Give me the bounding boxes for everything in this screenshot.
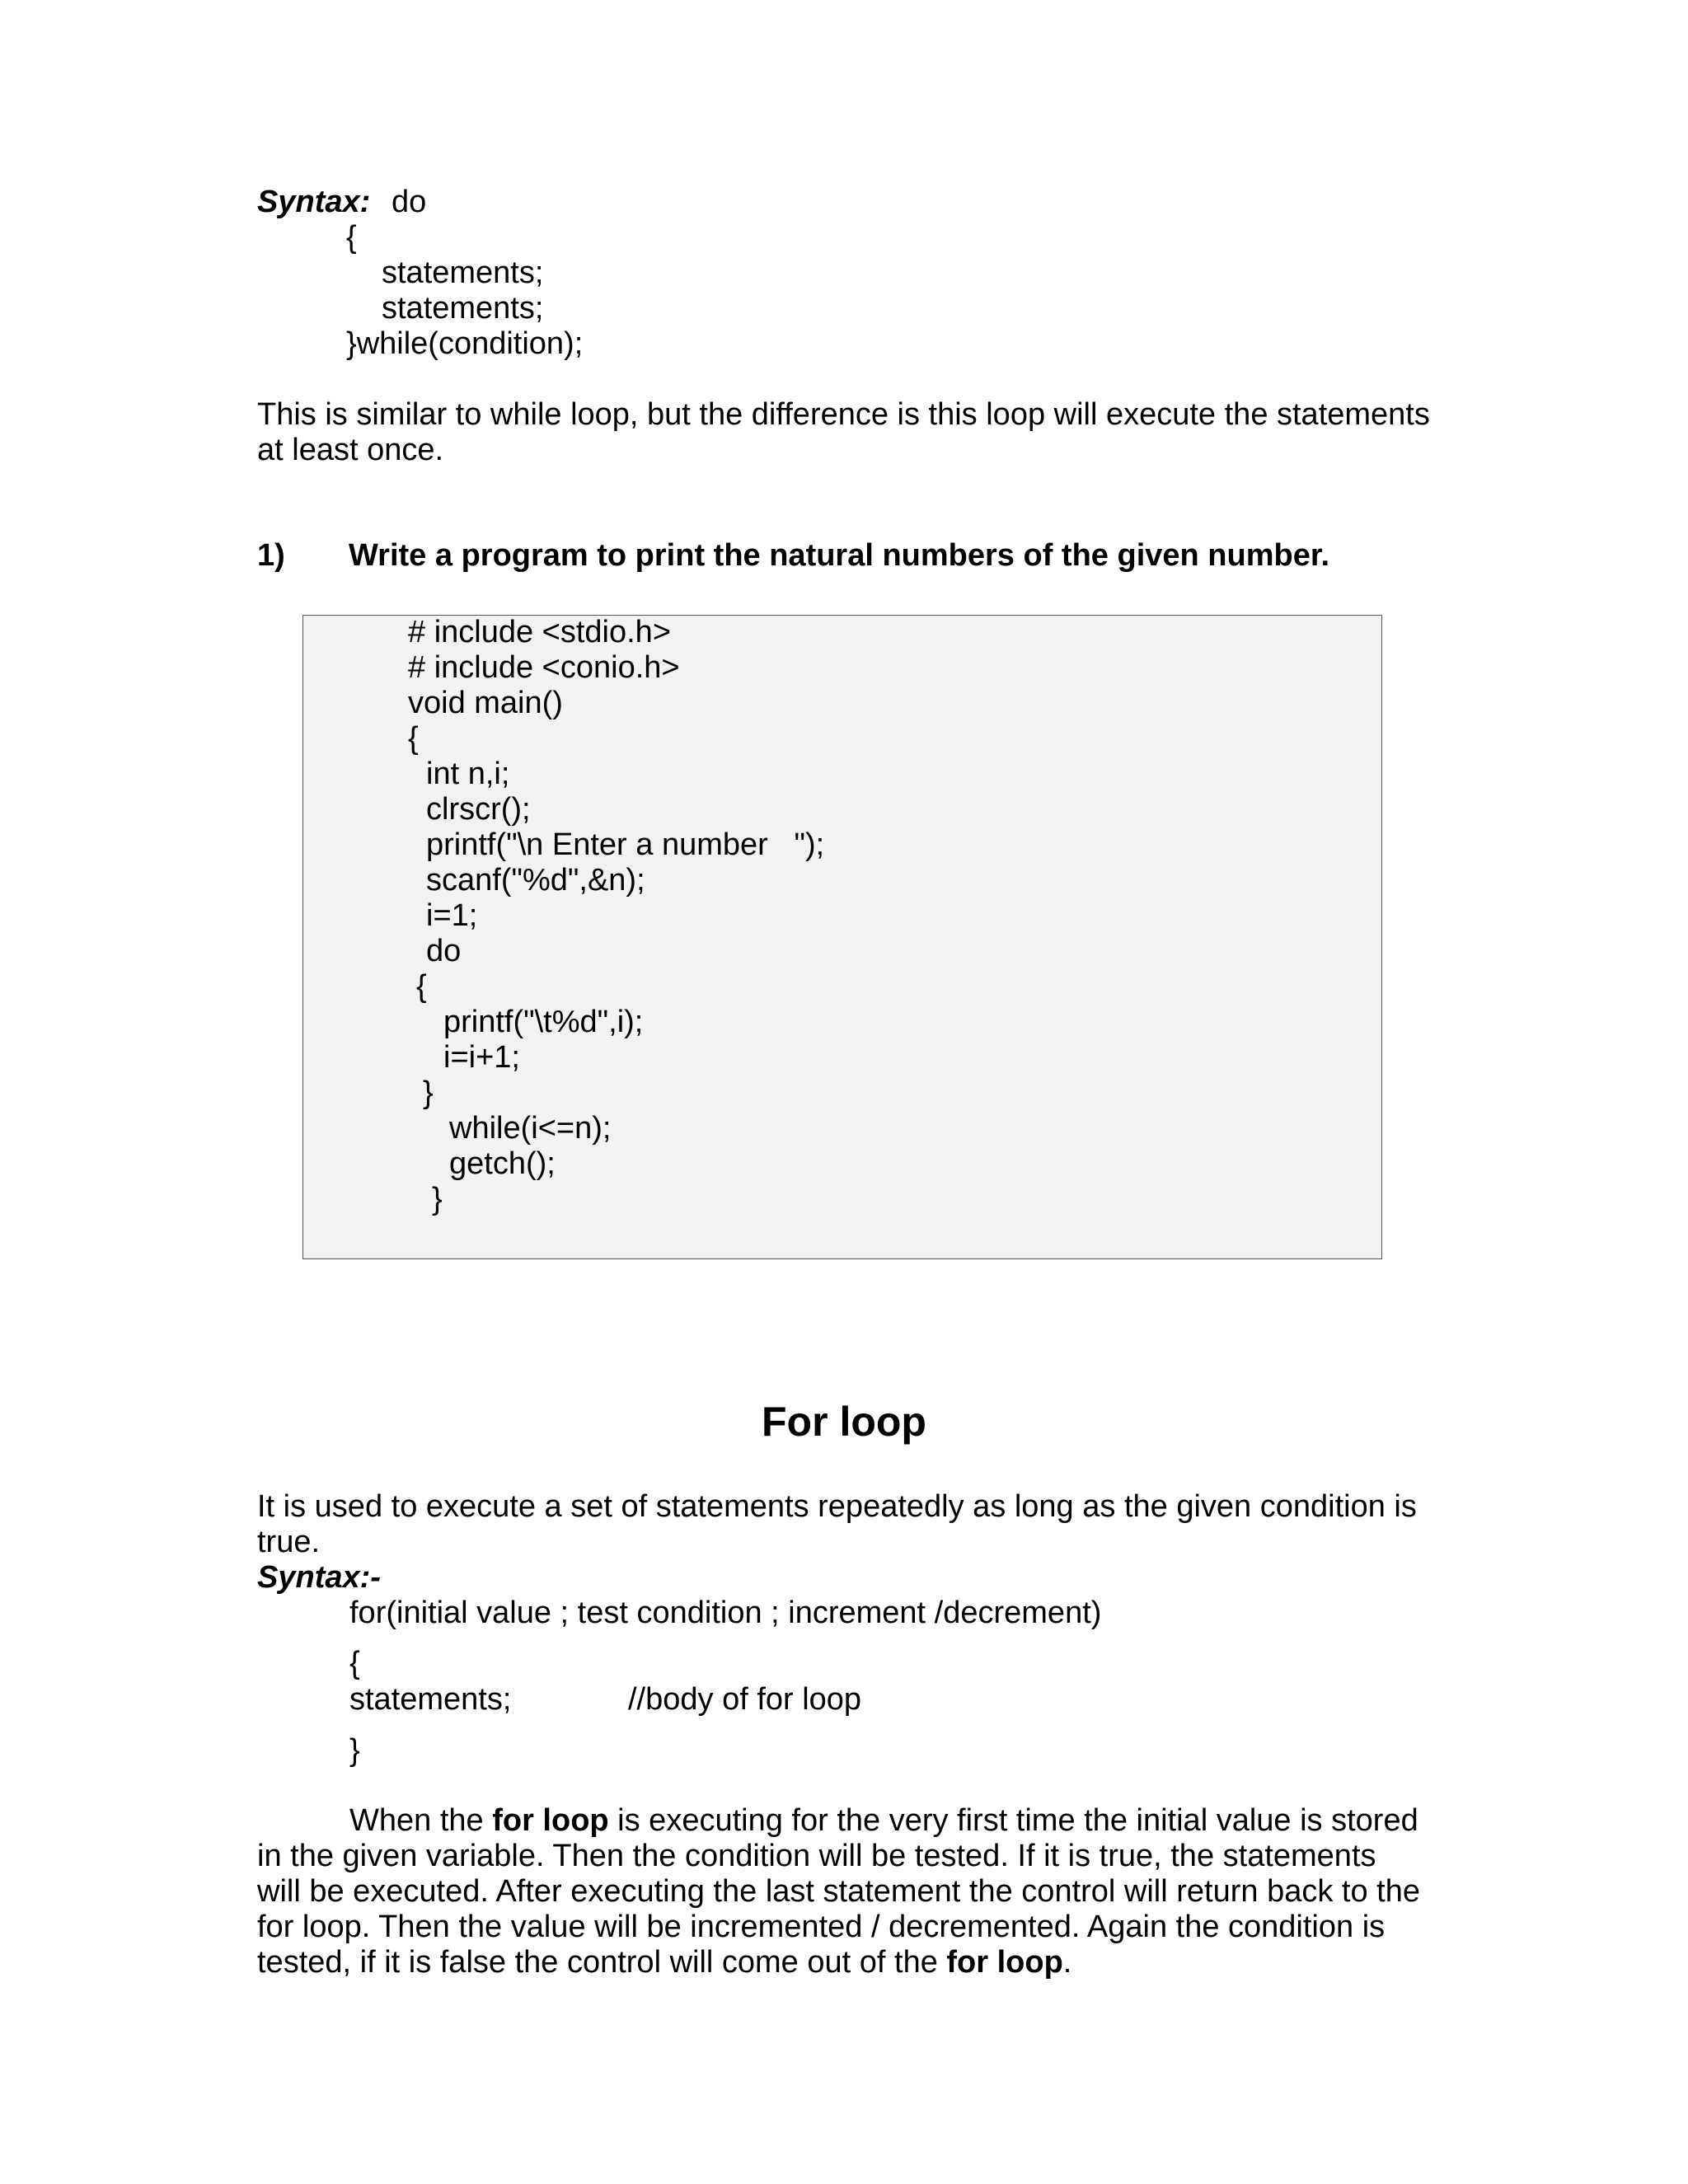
for-body-comment: //body of for loop [628,1682,862,1717]
for-close-brace: } [349,1733,360,1768]
explanation-paragraph [257,1803,1428,1980]
code-line: # include <stdio.h> [408,615,672,649]
syntax-line: { [346,220,357,255]
for-syntax-header: for(initial value ; test condition ; increment /decrement) [349,1596,1102,1630]
description-line: at least once. [257,433,444,467]
for-body-statement: statements; [349,1682,512,1717]
code-line: printf("\t%d",i); [443,1005,644,1039]
description-line: This is similar to while loop, but the difference is this loop will execute the statements [257,397,1430,432]
code-line: scanf("%d",&n); [426,863,645,898]
code-line: i=i+1; [443,1040,520,1075]
code-line: { [416,969,427,1004]
code-line: # include <conio.h> [408,650,680,685]
code-line: } [423,1076,434,1110]
code-line: getch(); [449,1146,556,1181]
exercise-number: 1) [257,538,285,573]
syntax-line: statements; [382,291,544,326]
for-open-brace: { [349,1646,360,1680]
code-line: printf("\n Enter a number "); [426,827,825,862]
code-line: i=1; [426,898,478,933]
explanation-bold: for loop [492,1803,609,1838]
code-line: while(i<=n); [449,1111,612,1146]
code-line: do [426,934,462,968]
code-line: void main() [408,686,563,720]
explanation-text: . [1062,1945,1072,1980]
exercise-title: Write a program to print the natural numbers of the given number. [349,538,1330,573]
explanation-text: When the [349,1803,493,1838]
code-line: { [408,721,419,756]
code-line: } [432,1182,443,1216]
intro-line: true. [257,1525,321,1559]
explanation-bold: for loop [946,1945,1063,1980]
explanation-text: is executing for the very first time the initial value is stored in the given variable. Then the condition will be tested. If it is true, the statements will be executed. After executing the last statement the control will return back to the for loop. Then the value will be incremented / decremented. Again the condition is tested, if it is false the control will come out of the [257,1803,1420,1980]
intro-line: It is used to execute a set of statements repeatedly as long as the given condition is [257,1489,1417,1524]
for-syntax-label: Syntax:- [257,1560,381,1595]
syntax-label: Syntax: [257,185,371,219]
code-line: int n,i; [426,757,510,791]
section-heading: For loop [762,1399,926,1445]
code-line: clrscr(); [426,792,531,827]
syntax-line: }while(condition); [346,326,584,361]
syntax-line: do [392,185,427,219]
syntax-line: statements; [382,255,544,290]
